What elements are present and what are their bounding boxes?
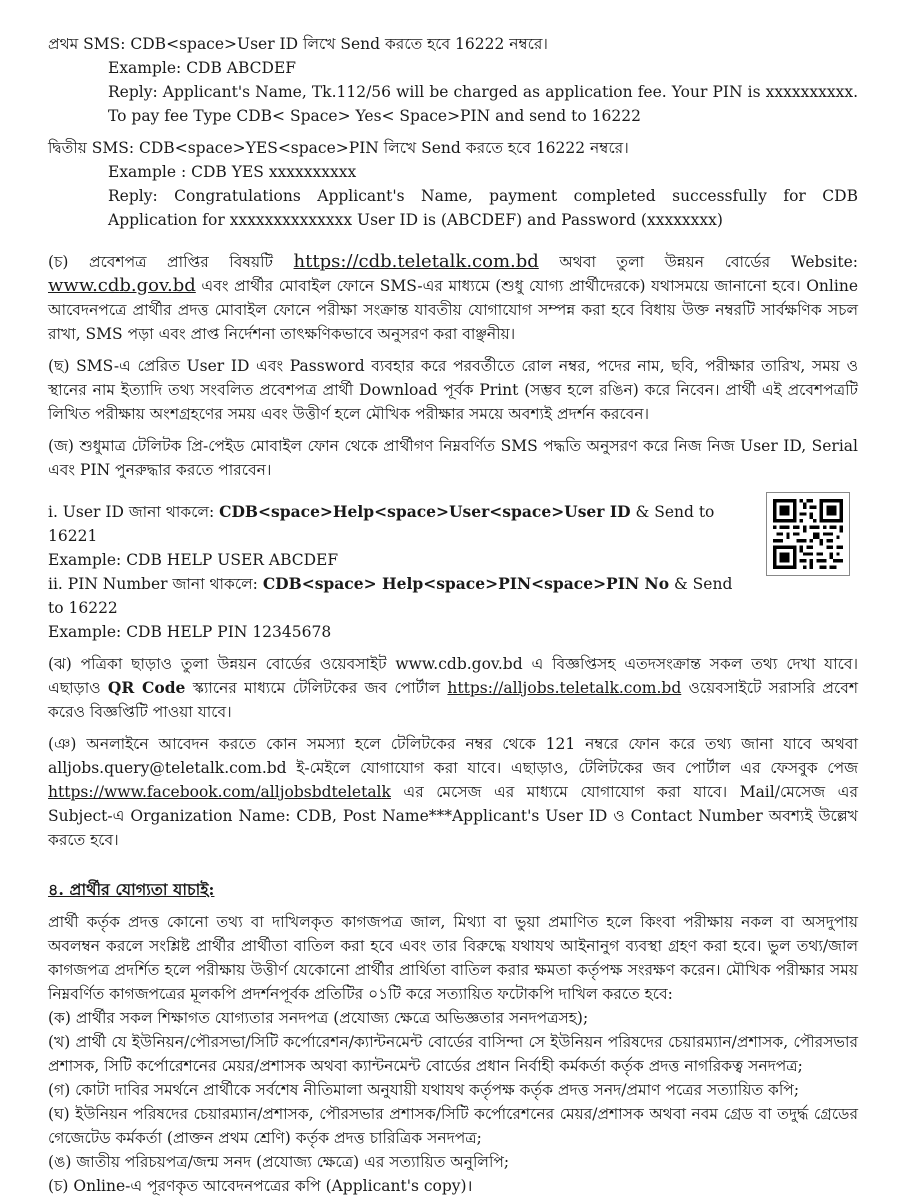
qr-code-icon[interactable] bbox=[766, 492, 850, 576]
cdb-website-link[interactable]: www.cdb.gov.bd bbox=[48, 275, 196, 296]
document-list-item: (খ) প্রার্থী যে ইউনিয়ন/পৌরসভা/সিটি কর্পোরেশন/ক্যান্টনমেন্ট বোর্ডের বাসিন্দা সে ইউনিয়ন পরিষদের চেয়ারম্যান/প্রশাসক, পৌরসভার প্রশাসক, সিটি কর্পোরেশনের মেয়র/প্রশাসক অথবা ক্যান্টনমেন্ট বোর্ডের প্রধান নির্বাহী কর্মকর্তা কর্তৃক প্রদত্ত নাগরিকত্ব সনদপত্র; bbox=[48, 1033, 858, 1075]
paragraph-jha: (ঝ) পত্রিকা ছাড়াও তুলা উন্নয়ন বোর্ডের ওয়েবসাইট www.cdb.gov.bd এ বিজ্ঞপ্তিসহ এতদসংক্রান্ত সকল তথ্য দেখা যাবে। এছাড়াও QR Code স্ক্যানের মাধ্যমে টেলিটকের জব পোর্টাল https://alljobs.teletalk.com.bd ওয়েবসাইটে সরাসরি প্রবেশ করেও বিজ্ঞপ্তিটি পাওয়া যাবে। bbox=[48, 655, 859, 721]
retrieve-user-id-example: Example: CDB HELP USER ABCDEF bbox=[48, 551, 339, 569]
sms-first-reply: Reply: Applicant's Name, Tk.112/56 will be charged as application fee. Your PIN is xxxxxxxxxx. To pay fee Type CDB< Space> Yes< Space>PIN and send to 16222 bbox=[108, 83, 858, 125]
paragraph-ja: (জ) শুধুমাত্র টেলিটক প্রি-পেইড মোবাইল ফোন থেকে প্রার্থীগণ নিম্নবর্ণিত SMS পদ্ধতি অনুসরণ করে নিজ নিজ User ID, Serial এবং PIN পুনরুদ্ধার করতে পারবেন। bbox=[48, 437, 858, 479]
document-list-item: (চ) Online-এ পূরণকৃত আবেদনপত্রের কপি (Applicant's copy)। bbox=[48, 1177, 473, 1195]
sms-first-line: প্রথম SMS: CDB<space>User ID লিখে Send করতে হবে 16222 নম্বরে। bbox=[48, 35, 548, 53]
sms-first-example: Example: CDB ABCDEF bbox=[108, 59, 297, 77]
section-eligibility bbox=[48, 878, 858, 1198]
section-eligibility-heading: ৪. প্রার্থীর যোগ্যতা যাচাই: bbox=[48, 880, 215, 899]
alljobs-teletalk-link[interactable]: https://alljobs.teletalk.com.bd bbox=[447, 679, 682, 697]
sms-second-block bbox=[48, 136, 858, 232]
sms-first-block bbox=[48, 32, 858, 128]
retrieve-pin: ii. PIN Number জানা থাকলে: CDB<space> Help<space>PIN<space>PIN No & Send to 16222 bbox=[48, 574, 733, 617]
paragraph-cha: (চ) প্রবেশপত্র প্রাপ্তির বিষয়টি https://cdb.teletalk.com.bd অথবা তুলা উন্নয়ন বোর্ডের Website: www.cdb.gov.bd এবং প্রার্থীর মোবাইল ফোনে SMS-এর মাধ্যমে (শুধু যোগ্য প্রার্থীদেরকে) যথাসময়ে জানানো হবে। Online আবেদনপত্রে প্রার্থীর প্রদত্ত মোবাইল ফোনে পরীক্ষা সংক্রান্ত যাবতীয় যোগাযোগ সম্পন্ন করা হবে বিধায় উক্ত নম্বরটি সার্বক্ষণিক সচল রাখা, SMS পড়া এবং প্রাপ্ত নির্দেশনা তাৎক্ষণিকভাবে অনুসরণ করা বাঞ্ছনীয়। bbox=[48, 251, 858, 343]
sms-second-line: দ্বিতীয় SMS: CDB<space>YES<space>PIN লিখে Send করতে হবে 16222 নম্বরে। bbox=[48, 139, 629, 157]
qr-code-area bbox=[722, 492, 852, 606]
document-list-item: (ঙ) জাতীয় পরিচয়পত্র/জন্ম সনদ (প্রযোজ্য ক্ষেত্রে) এর সত্যায়িত অনুলিপি; bbox=[48, 1153, 510, 1171]
document-list-item: (গ) কোটা দাবির সমর্থনে প্রার্থীকে সর্বশেষ নীতিমালা অনুযায়ী যথাযথ কর্তৃপক্ষ কর্তৃক প্রদত্ত সনদ/প্রমাণ পত্রের সত্যায়িত কপি; bbox=[48, 1081, 800, 1099]
document-list-item: (ক) প্রার্থীর সকল শিক্ষাগত যোগ্যতার সনদপত্র (প্রযোজ্য ক্ষেত্রে অভিজ্ঞতার সনদপত্রসহ); bbox=[48, 1009, 589, 1027]
paragraph-nya: (ঞ) অনলাইনে আবেদন করতে কোন সমস্যা হলে টেলিটকের নম্বর থেকে 121 নম্বরে ফোন করে তথ্য জানা যাবে অথবা alljobs.query@teletalk.com.bd ই-মেইলে যোগাযোগ করা যাবে। এছাড়াও, টেলিটকের জব পোর্টাল এর ফেসবুক পেজ https://www.facebook.com/alljobsbdteletalk এর মেসেজ এর মাধ্যমে যোগাযোগ করা যাবে। Mail/মেসেজ এর Subject-এ Organization Name: CDB, Post Name***Applicant's User ID ও Contact Number অবশ্যই উল্লেখ করতে হবে। bbox=[48, 735, 858, 849]
retrieve-user-id: i. User ID জানা থাকলে: CDB<space>Help<space>User<space>User ID & Send to 16221 bbox=[48, 502, 715, 545]
sms-second-reply: Reply: Congratulations Applicant's Name, payment completed successfully for CDB Application for xxxxxxxxxxxxxx User ID is (ABCDEF) and Password (xxxxxxxx) bbox=[108, 187, 858, 229]
facebook-page-link[interactable]: https://www.facebook.com/alljobsbdteletalk bbox=[48, 783, 391, 801]
paragraph-chha: (ছ) SMS-এ প্রেরিত User ID এবং Password ব্যবহার করে পরবর্তীতে রোল নম্বর, পদের নাম, ছবি, পরীক্ষার তারিখ, সময় ও স্থানের নাম ইত্যাদি তথ্য সংবলিত প্রবেশপত্র প্রার্থী Download পূর্বক Print (সম্ভব হলে রঙিন) করে নিবেন। প্রার্থী এই প্রবেশপত্রটি লিখিত পরীক্ষায় অংশগ্রহণের সময় এবং উত্তীর্ণ হলে মৌখিক পরীক্ষার সময়ে অবশ্যই প্রদর্শন করবেন। bbox=[48, 357, 858, 423]
retrieve-pin-example: Example: CDB HELP PIN 12345678 bbox=[48, 623, 332, 641]
section-eligibility-intro: প্রার্থী কর্তৃক প্রদত্ত কোনো তথ্য বা দাখিলকৃত কাগজপত্র জাল, মিথ্যা বা ভুয়া প্রমাণিত হলে কিংবা পরীক্ষায় নকল বা অসদুপায় অবলম্বন করলে সংশ্লিষ্ট প্রার্থীর প্রার্থীতা বাতিল করা হবে এবং তার বিরুদ্ধে যথাযথ আইনানুগ ব্যবস্থা গ্রহণ করা হবে। ভুল তথ্য/জাল কাগজপত্র প্রদর্শিত হলে পরীক্ষায় উত্তীর্ণ যেকোনো প্রার্থীর প্রার্থিতা বাতিল করার ক্ষমতা কর্তৃপক্ষ সংরক্ষণ করেন। মৌখিক পরীক্ষার সময় নিম্নবর্ণিত কাগজপত্রের মূলকপি প্রদর্শনপূর্বক প্রতিটির ০১টি করে সত্যায়িত ফটোকপি দাখিল করতে হবে: bbox=[48, 913, 858, 1003]
document-page bbox=[48, 32, 858, 1198]
cdb-teletalk-link[interactable]: https://cdb.teletalk.com.bd bbox=[293, 251, 539, 272]
retrieval-commands bbox=[48, 500, 748, 644]
sms-second-example: Example : CDB YES xxxxxxxxxx bbox=[108, 163, 357, 181]
document-list-item: (ঘ) ইউনিয়ন পরিষদের চেয়ারম্যান/প্রশাসক, পৌরসভার প্রশাসক/সিটি কর্পোরেশনের মেয়র/প্রশাসক অথবা নবম গ্রেড বা তদুর্দ্ধ গ্রেডের গেজেটেড কর্মকর্তা (প্রাক্তন প্রথম শ্রেণি) কর্তৃক প্রদত্ত চারিত্রিক সনদপত্র; bbox=[48, 1105, 858, 1147]
